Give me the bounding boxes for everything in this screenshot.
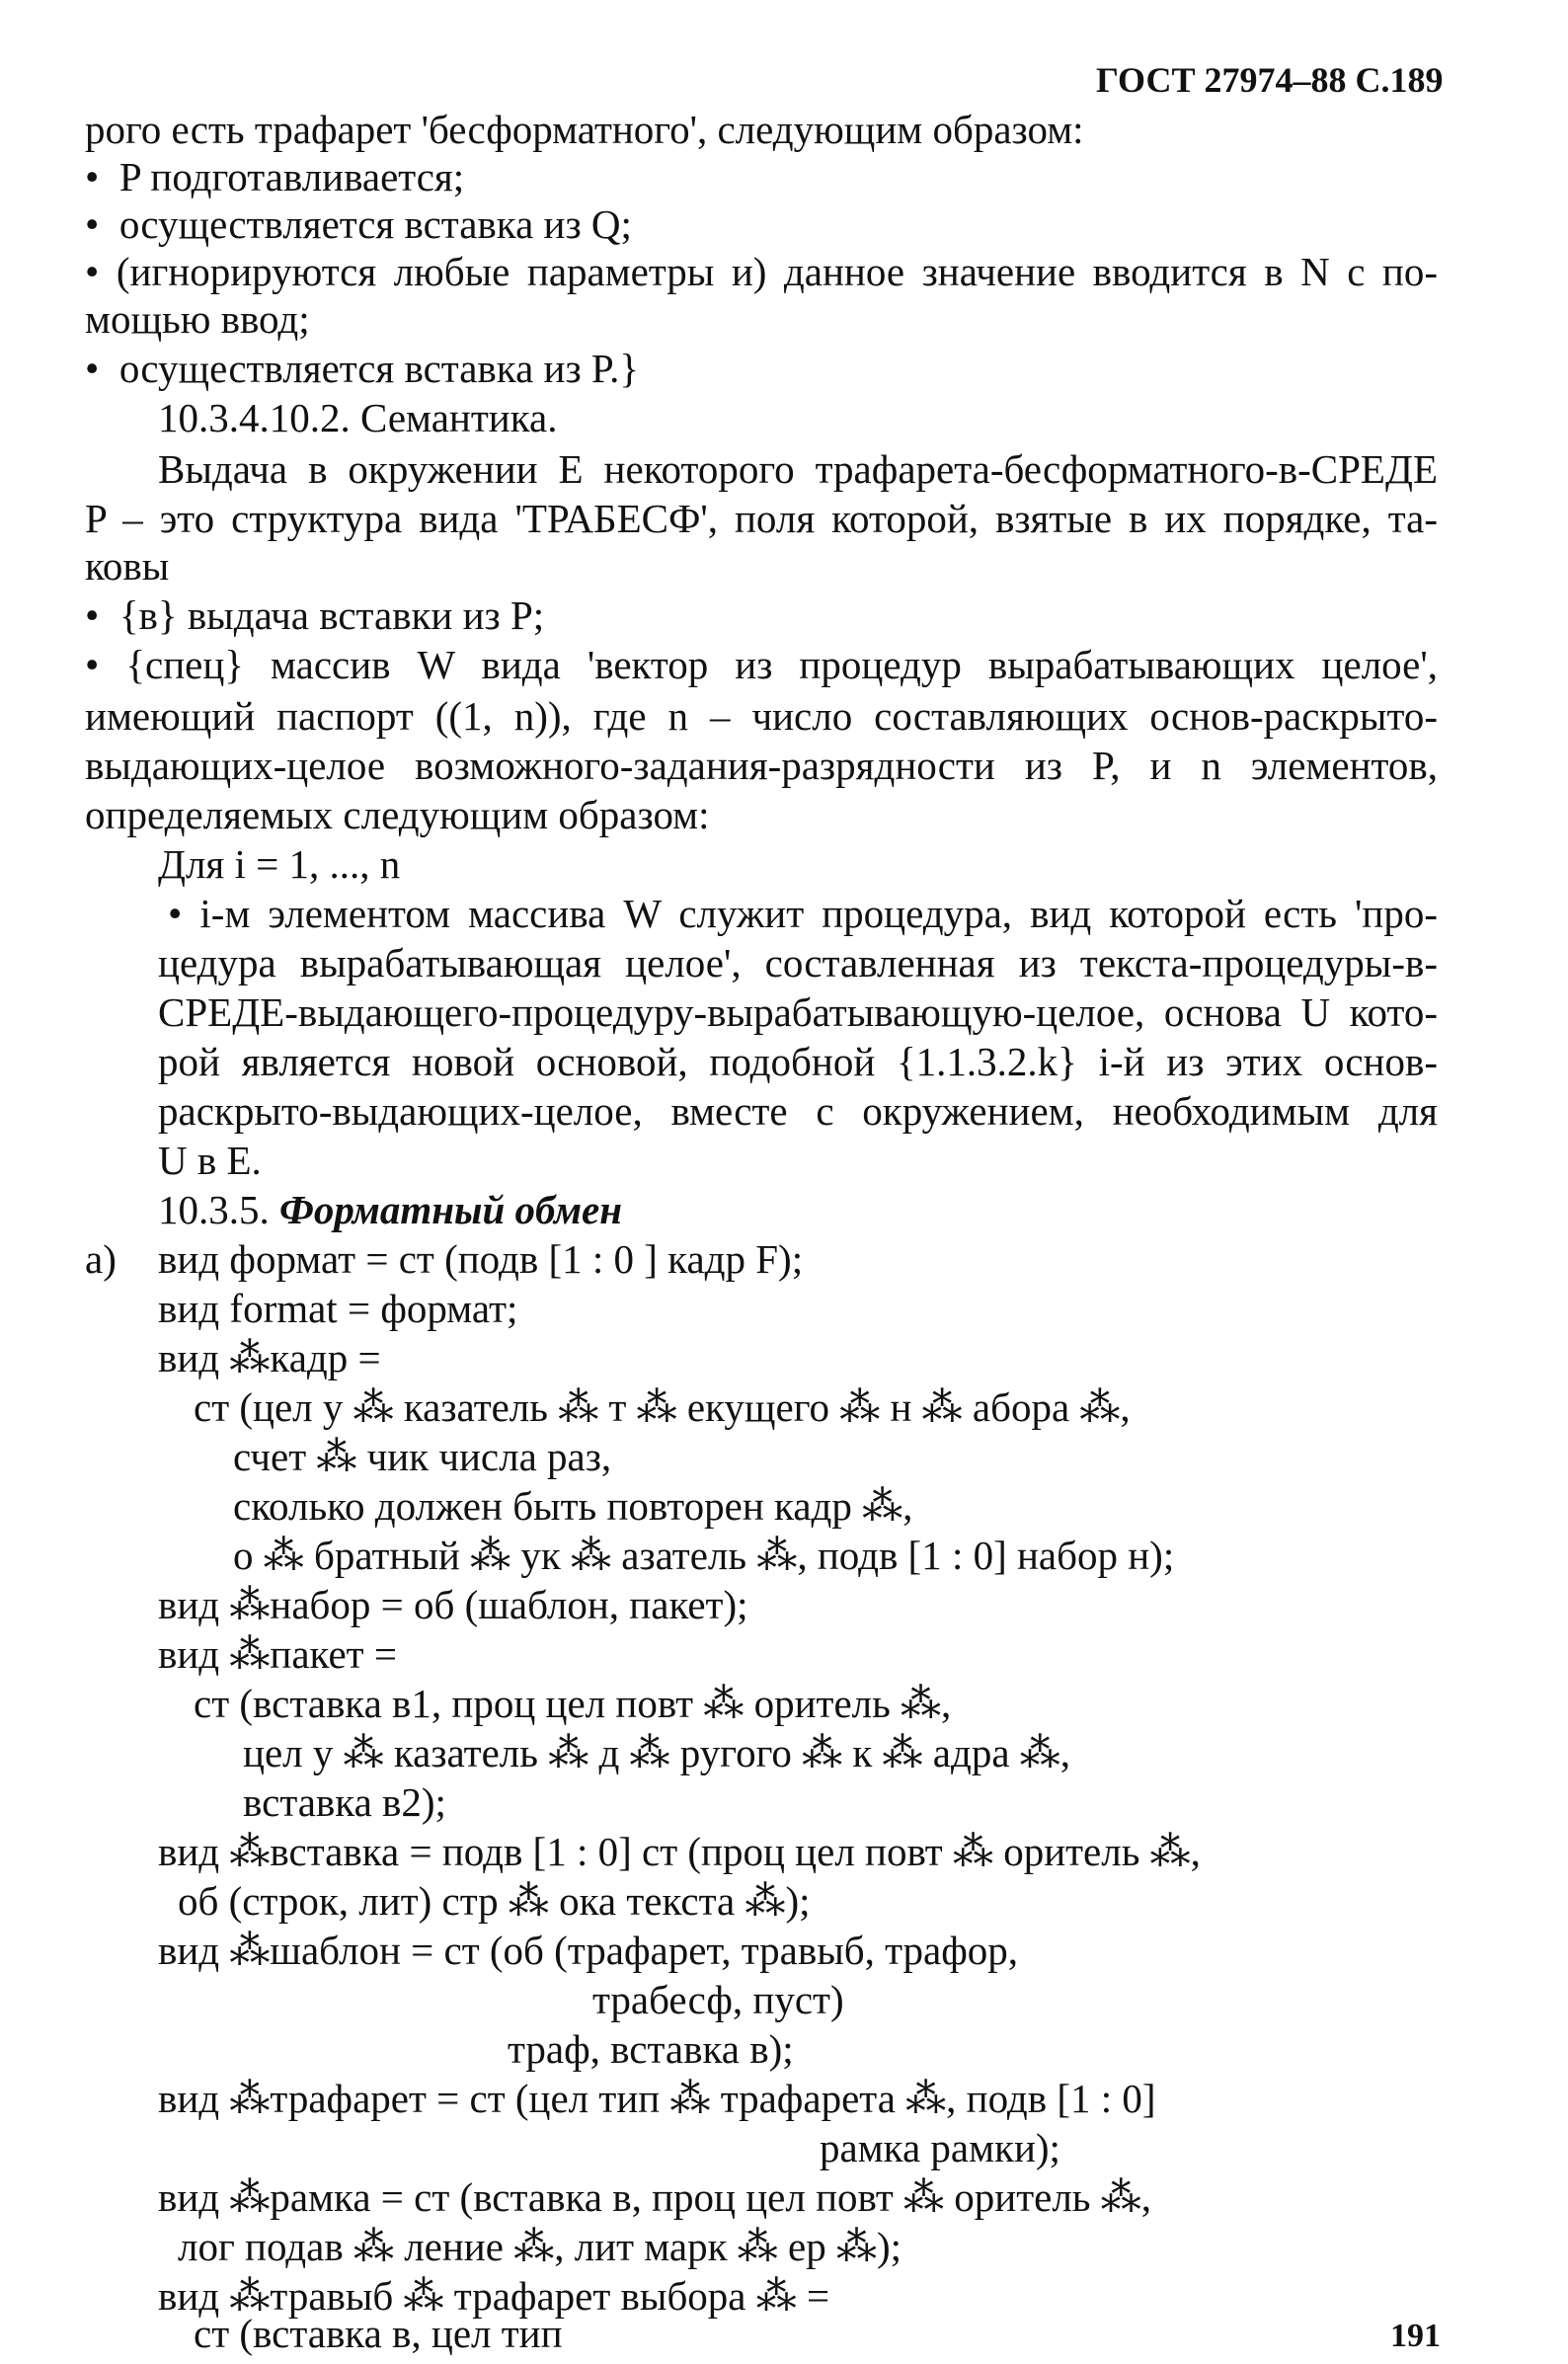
text-line: мощью ввод; (85, 296, 310, 342)
text-line: раскрыто-выдающих-целое, вместе с окружением, необходимым для (158, 1088, 1438, 1134)
code-line: ст (вставка в1, проц цел повт ⁂ оритель ⁂, (194, 1681, 952, 1726)
section-number: 10.3.4.10.2. Семантика. (158, 395, 558, 440)
code-line: лог подав ⁂ ление ⁂, лит марк ⁂ ер ⁂); (178, 2224, 902, 2269)
code-line: ст (вставка в, цел тип (194, 2311, 563, 2356)
text-line: • (игнорируются любые параметры и) данное значение вводится в N с по- (85, 249, 1438, 294)
section-heading (158, 1187, 622, 1232)
section-heading-title: Форматный обмен (279, 1187, 622, 1232)
text-line: рого есть трафарет 'бесформатного', следующим образом: (85, 107, 1084, 152)
code-line: счет ⁂ чик числа раз, (233, 1434, 612, 1479)
code-line: вид ⁂рамка = ст (вставка в, проц цел повт ⁂ оритель ⁂, (158, 2174, 1151, 2220)
text-line: • {спец} массив W вида 'вектор из процедур вырабатывающих целое', (85, 642, 1438, 687)
text-line: • i-м элементом массива W служит процедура, вид которой есть 'про- (168, 891, 1438, 936)
code-line: вид ⁂травыб ⁂ трафарет выбора ⁂ = (158, 2273, 830, 2319)
text-line: • {в} выдача вставки из P; (85, 592, 545, 638)
code-line: вид ⁂вставка = подв [1 : 0] ст (проц цел повт ⁂ оритель ⁂, (158, 1829, 1201, 1874)
code-line: о ⁂ братный ⁂ ук ⁂ азатель ⁂, подв [1 : 0] набор н); (233, 1533, 1175, 1578)
text-line: цедура вырабатывающая целое', составленная из текста-процедуры-в- (158, 940, 1438, 985)
code-line: вид ⁂набор = об (шаблон, пакет); (158, 1582, 748, 1627)
code-line: вид ⁂трафарет = ст (цел тип ⁂ трафарета ⁂, подв [1 : 0] (158, 2076, 1156, 2121)
code-line: траф, вставка в); (508, 2026, 794, 2072)
code-line: вставка в2); (243, 1779, 446, 1825)
code-line: ст (цел у ⁂ казатель ⁂ т ⁂ екущего ⁂ н ⁂ абора ⁂, (194, 1384, 1131, 1430)
code-line: вид ⁂кадр = (158, 1335, 381, 1380)
text-line: • осуществляется вставка из P.} (85, 346, 640, 391)
code-line: вид ⁂пакет = (158, 1631, 397, 1677)
text-line: • осуществляется вставка из Q; (85, 201, 632, 247)
code-line: цел у ⁂ казатель ⁂ д ⁂ ругого ⁂ к ⁂ адра ⁂, (243, 1730, 1071, 1775)
text-line: Выдача в окружении E некоторого трафарета-бесформатного-в-СРЕДЕ (158, 446, 1438, 492)
code-line: вид формат = ст (подв [1 : 0 ] кадр F); (158, 1236, 804, 1282)
text-line: Для i = 1, ..., n (158, 841, 401, 887)
text-line: имеющий паспорт ((1, n)), где n – число составляющих основ-раскрыто- (85, 693, 1438, 739)
code-line: вид format = формат; (158, 1286, 518, 1331)
code-line: рамка рамки); (820, 2125, 1060, 2170)
code-line: трабесф, пуст) (592, 1977, 844, 2022)
text-line: рой является новой основой, подобной {1.1.3.2.k} i-й из этих основ- (158, 1039, 1438, 1084)
text-line: P – это структура вида 'ТРАБЕСФ', поля которой, взятые в их порядке, та- (85, 496, 1438, 541)
page-number: 191 (1390, 2318, 1441, 2354)
text-line: • P подготавливается; (85, 154, 465, 199)
text-line: СРЕДЕ-выдающего-процедуру-вырабатывающую-целое, основа U кото- (158, 989, 1438, 1035)
section-heading-number: 10.3.5. (158, 1187, 279, 1232)
item-label: a) (85, 1236, 117, 1282)
text-line: ковы (85, 543, 170, 589)
code-line: об (строк, лит) стр ⁂ ока текста ⁂); (178, 1878, 811, 1924)
code-line: вид ⁂шаблон = ст (об (трафарет, травыб, трафор, (158, 1928, 1019, 1973)
text-line: выдающих-целое возможного-задания-разрядности из P, и n элементов, (85, 743, 1438, 788)
running-header: ГОСТ 27974–88 С.189 (1096, 60, 1444, 100)
text-line: U в E. (158, 1138, 262, 1183)
text-line: определяемых следующим образом: (85, 792, 710, 837)
code-line: сколько должен быть повторен кадр ⁂, (233, 1483, 913, 1529)
